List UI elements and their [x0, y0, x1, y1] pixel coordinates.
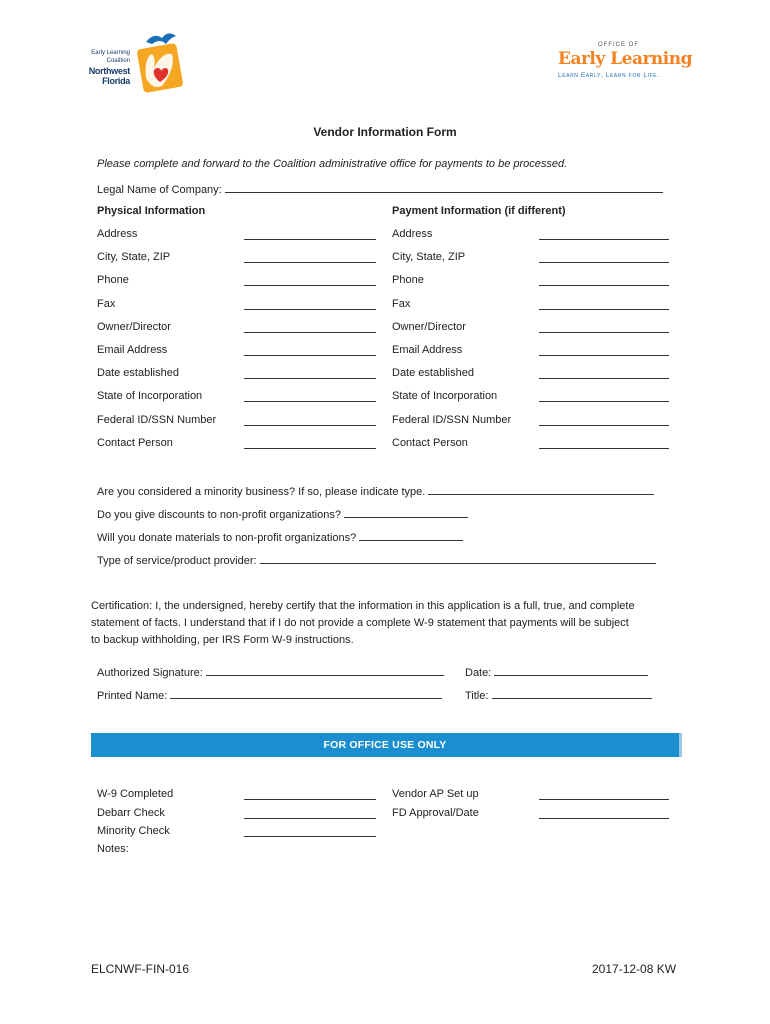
instructions: Please complete and forward to the Coalition administrative office for payments to be processed. [97, 158, 568, 170]
title-label: Title: [465, 690, 489, 702]
physical-field-blank[interactable] [244, 438, 376, 449]
fd-approval-label: FD Approval/Date [392, 807, 479, 819]
physical-field-label: Federal ID/SSN Number [97, 413, 217, 426]
physical-field-blank[interactable] [244, 252, 376, 263]
footer-revision: 2017-12-08 KW [592, 962, 677, 976]
w9-completed-label: W-9 Completed [97, 788, 174, 800]
logo-left-line3: Northwest [88, 66, 130, 76]
discounts-question-label: Do you give discounts to non-profit organizations? [97, 509, 341, 521]
logo-left-line1: Early Learning [91, 50, 130, 56]
minority-question-label: Are you considered a minority business? If so, please indicate type. [97, 486, 426, 498]
discounts-question[interactable] [97, 507, 468, 521]
payment-field-label: Fax [392, 297, 411, 310]
printed-name-blank[interactable] [170, 688, 442, 699]
payment-field-blank[interactable] [539, 322, 669, 333]
payment-field-label: Phone [392, 274, 424, 287]
physical-field-blank[interactable] [244, 322, 376, 333]
discounts-blank[interactable] [344, 507, 468, 518]
hand-heart-icon [132, 28, 190, 98]
printed-name-label: Printed Name: [97, 690, 168, 702]
payment-field-label: Date established [392, 367, 474, 380]
physical-field-blank[interactable] [244, 299, 376, 310]
title-blank[interactable] [492, 688, 652, 699]
authorized-signature-field[interactable] [97, 665, 444, 679]
service-type-label: Type of service/product provider: [97, 555, 257, 567]
service-type-blank[interactable] [260, 553, 656, 564]
debarr-check-blank[interactable] [244, 808, 376, 819]
page-title: Vendor Information Form [313, 125, 457, 139]
payment-field-label: Address [392, 228, 433, 240]
payment-field-label: Federal ID/SSN Number [392, 413, 512, 426]
office-of-early-learning-logo [558, 42, 692, 84]
title-field[interactable] [465, 688, 652, 702]
physical-field-label: Date established [97, 367, 179, 380]
payment-field-label: Owner/Director [392, 320, 466, 333]
authorized-signature-label: Authorized Signature: [97, 667, 203, 679]
printed-name-field[interactable] [97, 688, 442, 702]
certification-line-2: statement of facts. I understand that if I do not provide a complete W-9 statement that payments will be subject [91, 617, 629, 629]
certification-line-1: Certification: I, the undersigned, hereby certify that the information in this application is a full, true, and complete [91, 600, 635, 612]
date-label: Date: [465, 667, 492, 679]
physical-field-label: Fax [97, 297, 116, 310]
authorized-signature-blank[interactable] [206, 665, 444, 676]
logo-right-top: OFFICE OF [598, 42, 639, 48]
footer-form-code: ELCNWF-FIN-016 [91, 962, 190, 976]
payment-field-blank[interactable] [539, 438, 669, 449]
physical-field-label: Email Address [97, 344, 168, 356]
service-type-question[interactable] [97, 553, 656, 567]
donate-question-label: Will you donate materials to non-profit organizations? [97, 532, 357, 544]
fd-approval-blank[interactable] [539, 808, 669, 819]
elc-northwest-florida-logo [80, 28, 190, 98]
payment-field-blank[interactable] [539, 368, 669, 379]
payment-field-blank[interactable] [539, 229, 669, 240]
payment-field-blank[interactable] [539, 391, 669, 402]
certification-line-3: to backup withholding, per IRS Form W-9 instructions. [91, 634, 354, 646]
vendor-ap-label: Vendor AP Set up [392, 788, 479, 800]
payment-field-label: Contact Person [392, 436, 468, 449]
vendor-ap-blank[interactable] [539, 789, 669, 800]
donate-question[interactable] [97, 530, 463, 544]
minority-question[interactable] [97, 484, 654, 498]
physical-field-blank[interactable] [244, 345, 376, 356]
date-field[interactable] [465, 665, 648, 679]
payment-field-blank[interactable] [539, 299, 669, 310]
office-use-banner [91, 733, 682, 757]
legal-name-label: Legal Name of Company: [97, 184, 222, 196]
payment-field-label: City, State, ZIP [392, 251, 466, 264]
payment-field-blank[interactable] [539, 345, 669, 356]
physical-field-blank[interactable] [244, 229, 376, 240]
physical-heading: Physical Information [97, 205, 206, 217]
minority-check-label: Minority Check [97, 825, 170, 837]
physical-field-blank[interactable] [244, 391, 376, 402]
logo-left-line4: Florida [102, 76, 130, 86]
minority-check-blank[interactable] [244, 826, 376, 837]
physical-field-blank[interactable] [244, 275, 376, 286]
payment-field-label: Email Address [392, 344, 463, 356]
donate-blank[interactable] [359, 530, 463, 541]
physical-field-label: Owner/Director [97, 320, 171, 333]
physical-field-label: Address [97, 228, 138, 240]
office-use-banner-label: FOR OFFICE USE ONLY [323, 739, 447, 751]
payment-field-blank[interactable] [539, 415, 669, 426]
physical-field-label: City, State, ZIP [97, 251, 171, 264]
logo-right-main: Early Learning [558, 49, 692, 69]
physical-field-blank[interactable] [244, 368, 376, 379]
minority-blank[interactable] [428, 484, 654, 495]
physical-field-label: Phone [97, 274, 129, 287]
payment-field-blank[interactable] [539, 252, 669, 263]
date-blank[interactable] [494, 665, 648, 676]
logo-left-line2: Coalition [106, 58, 130, 64]
payment-heading: Payment Information (if different) [392, 205, 566, 217]
payment-field-label: State of Incorporation [392, 390, 498, 403]
w9-completed-blank[interactable] [244, 789, 376, 800]
physical-field-blank[interactable] [244, 415, 376, 426]
payment-field-blank[interactable] [539, 275, 669, 286]
logo-right-tagline: Learn Early. Learn for Life. [558, 72, 660, 79]
legal-name-field[interactable] [97, 182, 663, 196]
notes-label: Notes: [97, 843, 129, 855]
legal-name-blank[interactable] [225, 182, 663, 193]
physical-field-label: State of Incorporation [97, 390, 203, 403]
debarr-check-label: Debarr Check [97, 807, 165, 819]
physical-field-label: Contact Person [97, 436, 173, 449]
